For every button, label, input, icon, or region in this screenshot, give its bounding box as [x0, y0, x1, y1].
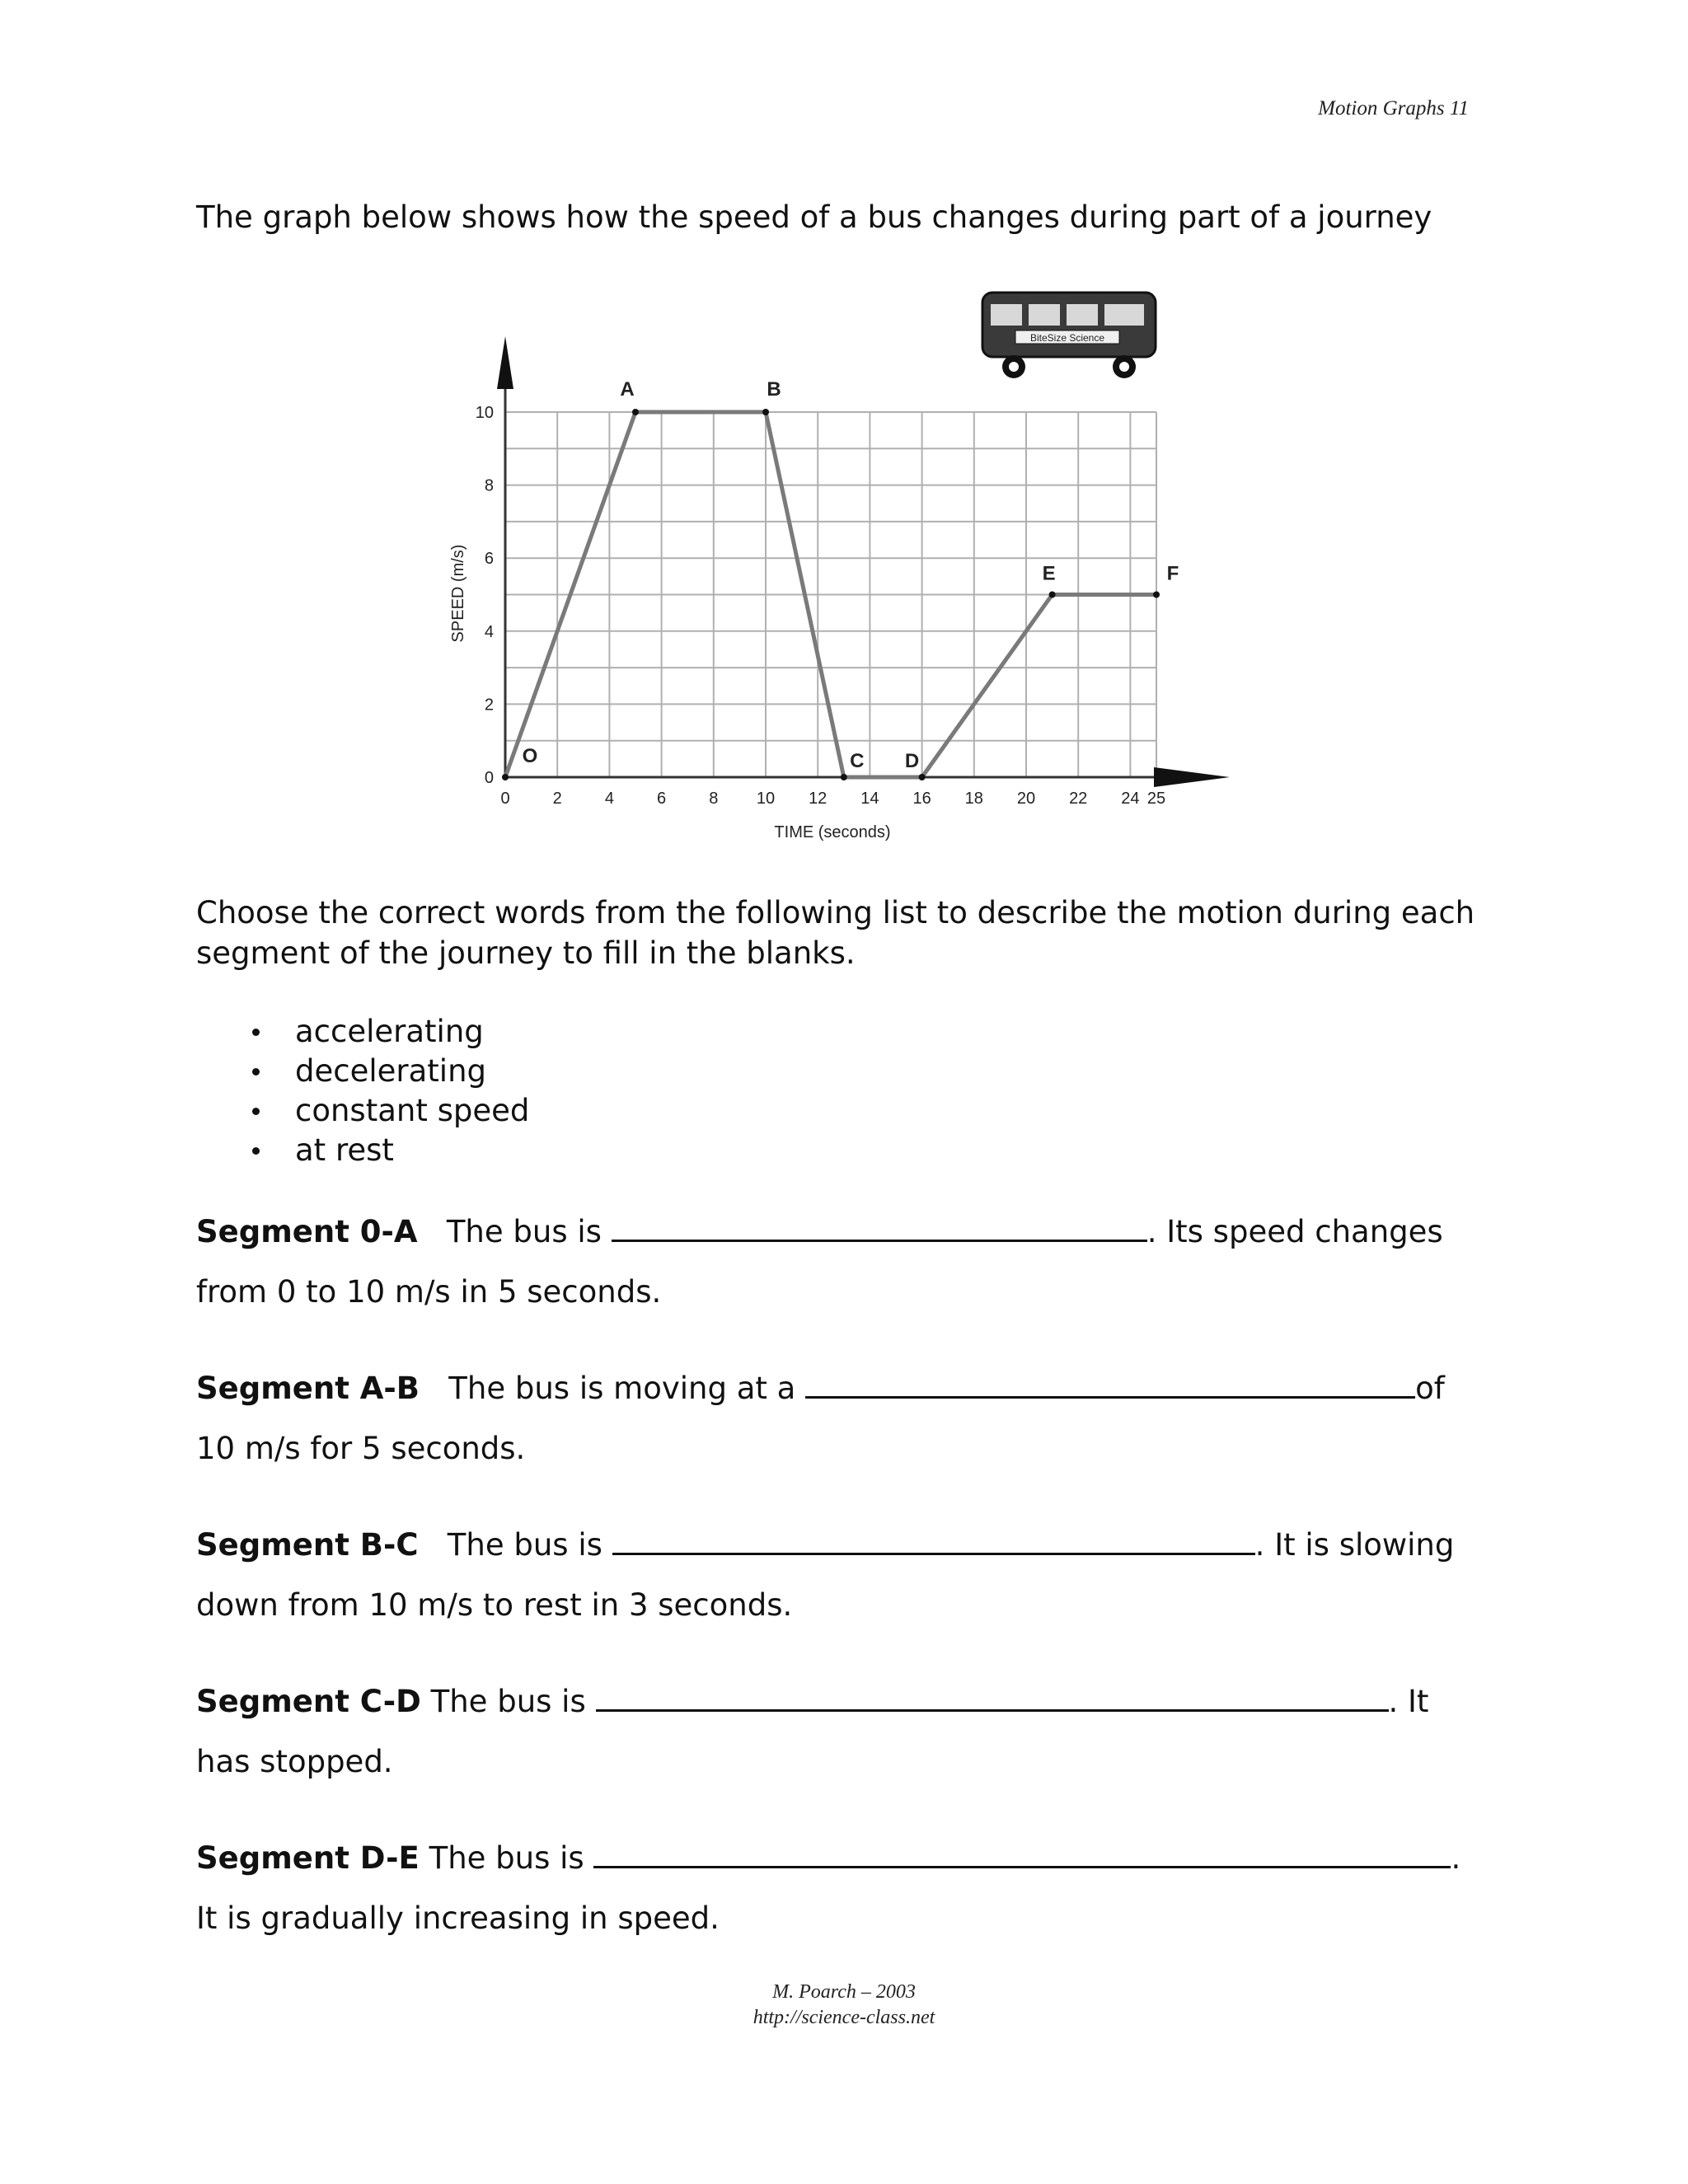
- point-label: D: [904, 750, 920, 772]
- segment-suffix: of 10 m/s for 5 seconds.: [196, 1371, 1445, 1466]
- x-tick-label: 8: [709, 790, 719, 808]
- segment-suffix: . It is slowing down from 10 m/s to rest in 3 seconds.: [196, 1527, 1455, 1623]
- x-tick-label: 24: [1121, 790, 1140, 808]
- x-tick-label: 12: [809, 790, 828, 808]
- x-tick-label: 10: [756, 790, 776, 808]
- x-tick-label: 2: [552, 790, 562, 808]
- segment-prefix: The bus is: [447, 1527, 603, 1563]
- data-point: [762, 409, 769, 415]
- y-axis: [497, 336, 513, 775]
- point-label: E: [1042, 562, 1056, 585]
- segment-label: Segment B-C: [196, 1527, 419, 1563]
- data-point: [1153, 592, 1160, 598]
- segment-a-b: [196, 1358, 1482, 1479]
- x-tick-label: 4: [604, 790, 614, 808]
- tick-labels: [476, 404, 1165, 808]
- speed-time-graph: [412, 280, 1245, 857]
- word-list-item: constant speed: [247, 1091, 529, 1131]
- bus-icon: [982, 293, 1156, 378]
- footer-url: http://science-class.net: [753, 2007, 935, 2028]
- answer-blank[interactable]: [612, 1212, 1147, 1242]
- answer-blank[interactable]: [805, 1368, 1415, 1399]
- x-tick-label: 16: [912, 790, 931, 808]
- answer-blank[interactable]: [593, 1838, 1451, 1868]
- segment-prefix: The bus is: [446, 1214, 602, 1249]
- word-list: [247, 1012, 529, 1170]
- data-point: [1049, 592, 1056, 598]
- answer-blank[interactable]: [596, 1681, 1389, 1712]
- y-tick-label: 8: [484, 476, 494, 495]
- segment-prefix: The bus is moving at a: [448, 1371, 796, 1406]
- y-tick-label: 6: [484, 550, 494, 569]
- data-point: [632, 409, 639, 415]
- x-tick-label: 14: [860, 790, 879, 808]
- x-tick-label: 0: [500, 790, 510, 808]
- x-tick-label: 18: [964, 790, 983, 808]
- point-label: F: [1166, 562, 1179, 585]
- instructions: Choose the correct words from the following list to describe the motion during each segment of the journey to fill in the blanks.: [196, 895, 1475, 971]
- word-list-item: decelerating: [247, 1052, 529, 1091]
- segment-label: Segment 0-A: [196, 1214, 418, 1249]
- point-label: O: [522, 745, 538, 767]
- data-point: [841, 774, 847, 780]
- segment-b-c: [196, 1515, 1482, 1635]
- word-list-item: at rest: [247, 1131, 529, 1170]
- intro-text: The graph below shows how the speed of a bus changes during part of a journey: [196, 199, 1432, 235]
- x-tick-label: 20: [1016, 790, 1036, 808]
- point-label: C: [850, 750, 865, 772]
- segment-label: Segment C-D: [196, 1684, 421, 1719]
- segment-suffix: . It is gradually increasing in speed.: [196, 1840, 1461, 1936]
- x-tick-label: 6: [657, 790, 667, 808]
- data-point: [502, 774, 509, 780]
- segment-suffix: . Its speed changes from 0 to 10 m/s in 5 seconds.: [196, 1214, 1443, 1310]
- footer: [679, 1980, 1009, 2031]
- page-header: Motion Graphs 11: [1318, 97, 1469, 120]
- x-axis-label: TIME (seconds): [774, 823, 891, 841]
- x-tick-label: 25: [1146, 790, 1166, 808]
- y-tick-label: 0: [484, 769, 494, 787]
- footer-author: M. Poarch – 2003: [772, 1981, 916, 2003]
- segment-label: Segment A-B: [196, 1371, 420, 1406]
- x-tick-label: 22: [1069, 790, 1088, 808]
- segment-label: Segment D-E: [196, 1840, 420, 1876]
- point-label: B: [767, 378, 781, 401]
- speed-series: [502, 378, 1179, 780]
- bus-sign: BiteSize Science: [1029, 332, 1105, 344]
- y-tick-label: 10: [475, 404, 494, 422]
- segment-c-d: [196, 1671, 1482, 1792]
- word-list-item: accelerating: [247, 1012, 529, 1052]
- segment-prefix: The bus is: [429, 1840, 584, 1876]
- segment-0-a: [196, 1202, 1482, 1322]
- point-label: A: [620, 378, 635, 401]
- y-axis-label: SPEED (m/s): [449, 544, 467, 643]
- y-tick-label: 2: [484, 696, 494, 715]
- segment-d-e: [196, 1828, 1482, 1948]
- answer-blank[interactable]: [612, 1525, 1255, 1555]
- y-tick-label: 4: [484, 622, 494, 641]
- segment-suffix: . It has stopped.: [196, 1684, 1429, 1779]
- data-point: [919, 774, 926, 780]
- segment-prefix: The bus is: [430, 1684, 586, 1719]
